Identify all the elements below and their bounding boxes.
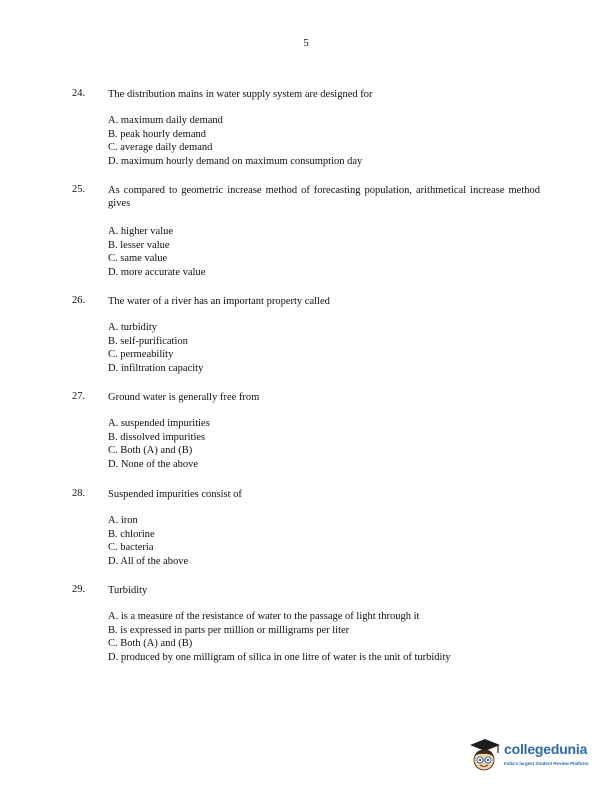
option-b: B. peak hourly demand [108, 128, 206, 140]
option-c: C. Both (A) and (B) [108, 445, 193, 456]
question-number: 28. [72, 488, 86, 499]
question-text: Turbidity [108, 585, 148, 596]
option-d: D. more accurate value [108, 266, 206, 278]
question-text: Suspended impurities consist of [108, 489, 242, 500]
option-d: D. maximum hourly demand on maximum consumption day [108, 155, 363, 167]
option-a: A. turbidity [108, 322, 157, 333]
question-number: 26. [72, 295, 86, 306]
question-number: 27. [72, 391, 86, 402]
option-b: B. dissolved impurities [108, 431, 206, 443]
option-a: A. suspended impurities [108, 418, 210, 429]
option-d: D. All of the above [108, 555, 189, 567]
option-b: B. is expressed in parts per million or milligrams per liter [108, 624, 350, 636]
option-b: B. chlorine [108, 528, 155, 540]
option-c: C. permeability [108, 349, 174, 360]
question-text: Ground water is generally free from [108, 392, 260, 403]
option-b: B. self-purification [108, 335, 188, 347]
option-c: C. same value [108, 253, 168, 264]
option-a: A. higher value [108, 226, 174, 237]
option-list [108, 417, 540, 471]
option-list [108, 514, 540, 568]
option-list [108, 225, 540, 279]
question-text: The distribution mains in water supply system are designed for [108, 89, 373, 100]
option-d: D. None of the above [108, 458, 199, 470]
graduate-mascot-icon [467, 736, 503, 774]
logo-wordmark: collegedunia [504, 741, 588, 757]
option-c: C. bacteria [108, 542, 154, 553]
option-a: A. iron [108, 515, 138, 526]
option-list [108, 114, 540, 168]
question-number: 25. [72, 184, 86, 195]
option-d: D. infiltration capacity [108, 362, 204, 374]
question-number: 24. [72, 88, 86, 99]
option-c: C. average daily demand [108, 142, 213, 153]
option-d: D. produced by one milligram of silica in one litre of water is the unit of turbidity [108, 651, 451, 663]
question-text: The water of a river has an important property called [108, 296, 330, 307]
option-list [108, 321, 540, 375]
option-a: A. maximum daily demand [108, 115, 223, 126]
question-number: 29. [72, 584, 86, 595]
option-c: C. Both (A) and (B) [108, 638, 193, 649]
collegedunia-logo [467, 736, 607, 776]
option-a: A. is a measure of the resistance of water to the passage of light through it [108, 611, 420, 622]
page-number: 5 [303, 37, 309, 49]
option-list [108, 610, 540, 664]
logo-tagline: India's largest Student Review Platform [504, 761, 589, 766]
question-text: As compared to geometric increase method of forecasting population, arithmetical increase method gives [108, 185, 540, 209]
option-b: B. lesser value [108, 239, 170, 251]
